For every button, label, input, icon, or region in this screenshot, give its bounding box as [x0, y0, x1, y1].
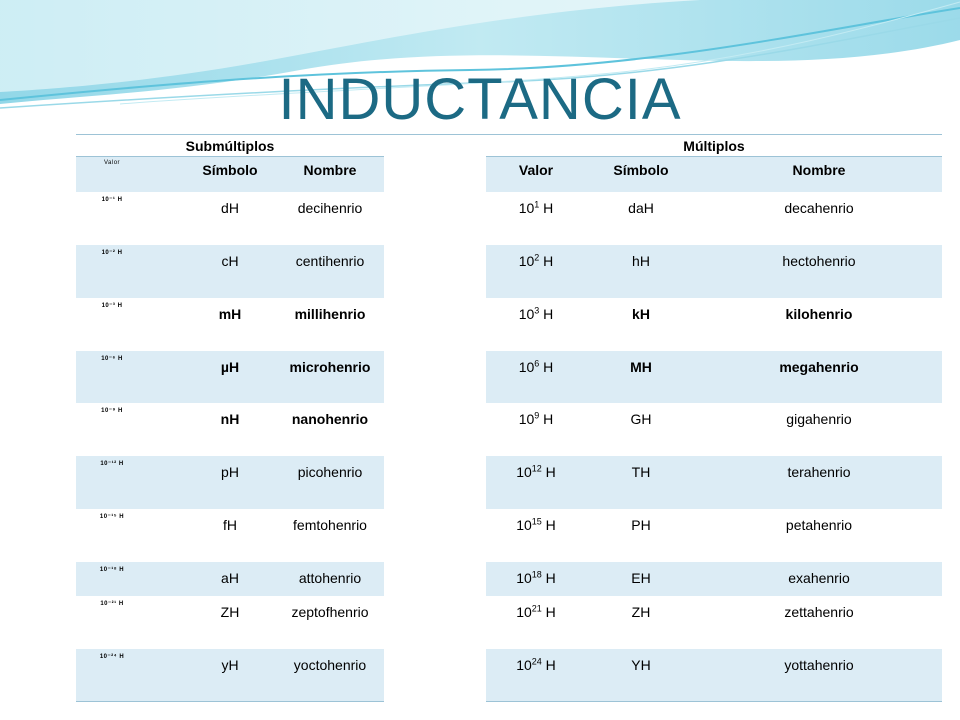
col-simbolo-right: Símbolo	[613, 162, 669, 178]
submultiple-value: 10⁻¹⁸ H	[99, 567, 125, 573]
multiple-name: zettahenrio	[784, 604, 854, 620]
submultiple-value: 10⁻¹² H	[100, 461, 124, 467]
multiple-symbol: ZH	[631, 604, 651, 620]
multiple-symbol: PH	[631, 517, 651, 533]
multiple-value-exponent: 24	[531, 656, 542, 667]
multiple-value	[486, 657, 586, 673]
col-valor-right: Valor	[518, 162, 554, 178]
multiple-value-unit: H	[541, 604, 556, 620]
subheader-rule-right	[486, 156, 942, 157]
submultiple-value: 10⁻⁹ H	[101, 408, 123, 414]
submultiple-name: femtohenrio	[293, 517, 367, 533]
multiple-value-unit: H	[541, 657, 556, 673]
header-multiplos: Múltiplos	[683, 138, 745, 154]
bottom-rule-right	[486, 701, 942, 702]
submultiple-name: yoctohenrio	[293, 657, 367, 673]
multiple-value-exponent: 2	[534, 252, 540, 263]
multiple-value-base: 10	[518, 200, 535, 216]
multiple-name: terahenrio	[787, 464, 851, 480]
multiple-value-base: 10	[518, 411, 535, 427]
multiple-value-exponent: 1	[534, 199, 540, 210]
multiple-value-base: 10	[516, 517, 532, 533]
multiple-value	[486, 306, 586, 322]
multiple-value-unit: H	[541, 517, 556, 533]
multiple-name: exahenrio	[788, 570, 850, 586]
multiple-value-base: 10	[516, 464, 532, 480]
submultiple-name: zeptofhenrio	[291, 604, 369, 620]
multiple-value-exponent: 15	[531, 516, 542, 527]
multiple-value-exponent: 18	[531, 569, 542, 580]
multiple-name: megahenrio	[779, 359, 859, 375]
submultiple-symbol: nH	[220, 411, 240, 427]
multiple-value-base: 10	[518, 306, 535, 322]
multiple-name: decahenrio	[784, 200, 854, 216]
submultiple-value: 10⁻²⁴ H	[99, 654, 125, 660]
multiple-value	[486, 359, 586, 375]
multiple-value-exponent: 6	[534, 358, 540, 369]
multiple-value-unit: H	[539, 359, 554, 375]
submultiple-value: 10⁻¹⁵ H	[99, 514, 125, 520]
submultiple-name: centihenrio	[295, 253, 365, 269]
col-nombre-right: Nombre	[792, 162, 846, 178]
multiple-symbol: MH	[630, 359, 652, 375]
multiple-value-base: 10	[516, 570, 532, 586]
submultiple-value: 10⁻²¹ H	[100, 601, 124, 607]
multiple-value	[486, 200, 586, 216]
col-nombre-left: Nombre	[303, 162, 357, 178]
top-rule	[76, 134, 942, 135]
multiple-value-unit: H	[539, 411, 554, 427]
subheader-rule-left	[76, 156, 384, 157]
submultiple-name: picohenrio	[297, 464, 363, 480]
header-submultiplos: Submúltiplos	[185, 138, 275, 154]
submultiple-symbol: cH	[221, 253, 239, 269]
multiple-value-base: 10	[518, 253, 535, 269]
multiple-value	[486, 517, 586, 533]
multiple-name: kilohenrio	[785, 306, 853, 322]
multiple-value-base: 10	[518, 359, 535, 375]
multiple-symbol: EH	[631, 570, 651, 586]
submultiple-value: 10⁻¹ H	[101, 197, 123, 203]
multiple-value-unit: H	[539, 306, 554, 322]
multiple-value	[486, 253, 586, 269]
multiple-name: petahenrio	[785, 517, 853, 533]
submultiple-symbol: aH	[221, 570, 239, 586]
page-title: INDUCTANCIA	[278, 67, 682, 132]
submultiple-symbol: yH	[221, 657, 239, 673]
multiple-value-unit: H	[539, 253, 554, 269]
multiple-symbol: YH	[631, 657, 651, 673]
submultiple-symbol: µH	[220, 359, 240, 375]
submultiple-value: 10⁻⁶ H	[101, 356, 123, 362]
multiple-symbol: kH	[632, 306, 650, 322]
submultiple-name: decihenrio	[297, 200, 363, 216]
multiple-symbol: daH	[628, 200, 654, 216]
multiple-value-exponent: 21	[531, 603, 542, 614]
col-valor-small: Valor	[103, 160, 121, 166]
multiple-value	[486, 570, 586, 586]
multiple-value	[486, 604, 586, 620]
multiple-value-exponent: 3	[534, 305, 540, 316]
submultiple-value: 10⁻² H	[101, 250, 123, 256]
multiple-symbol: GH	[630, 411, 652, 427]
multiple-value-base: 10	[516, 657, 532, 673]
submultiple-name: millihenrio	[294, 306, 366, 322]
submultiple-name: attohenrio	[298, 570, 362, 586]
bottom-rule-left	[76, 701, 384, 702]
submultiple-symbol: fH	[223, 517, 237, 533]
submultiple-symbol: pH	[221, 464, 239, 480]
multiple-value-base: 10	[516, 604, 532, 620]
submultiple-symbol: mH	[218, 306, 242, 322]
submultiple-name: microhenrio	[289, 359, 371, 375]
multiple-name: gigahenrio	[786, 411, 852, 427]
multiple-symbol: TH	[631, 464, 651, 480]
submultiple-symbol: dH	[221, 200, 239, 216]
submultiple-name: nanohenrio	[291, 411, 369, 427]
multiple-value	[486, 411, 586, 427]
col-simbolo-left: Símbolo	[202, 162, 258, 178]
multiple-value-exponent: 9	[534, 410, 540, 421]
multiple-value-exponent: 12	[531, 463, 542, 474]
multiple-value	[486, 464, 586, 480]
multiple-value-unit: H	[541, 464, 556, 480]
multiple-value-unit: H	[539, 200, 554, 216]
multiple-symbol: hH	[632, 253, 650, 269]
multiple-name: hectohenrio	[782, 253, 856, 269]
submultiple-symbol: ZH	[220, 604, 240, 620]
submultiple-value: 10⁻³ H	[101, 303, 123, 309]
multiple-value-unit: H	[541, 570, 556, 586]
multiple-name: yottahenrio	[784, 657, 854, 673]
inductance-units-table	[76, 134, 942, 702]
